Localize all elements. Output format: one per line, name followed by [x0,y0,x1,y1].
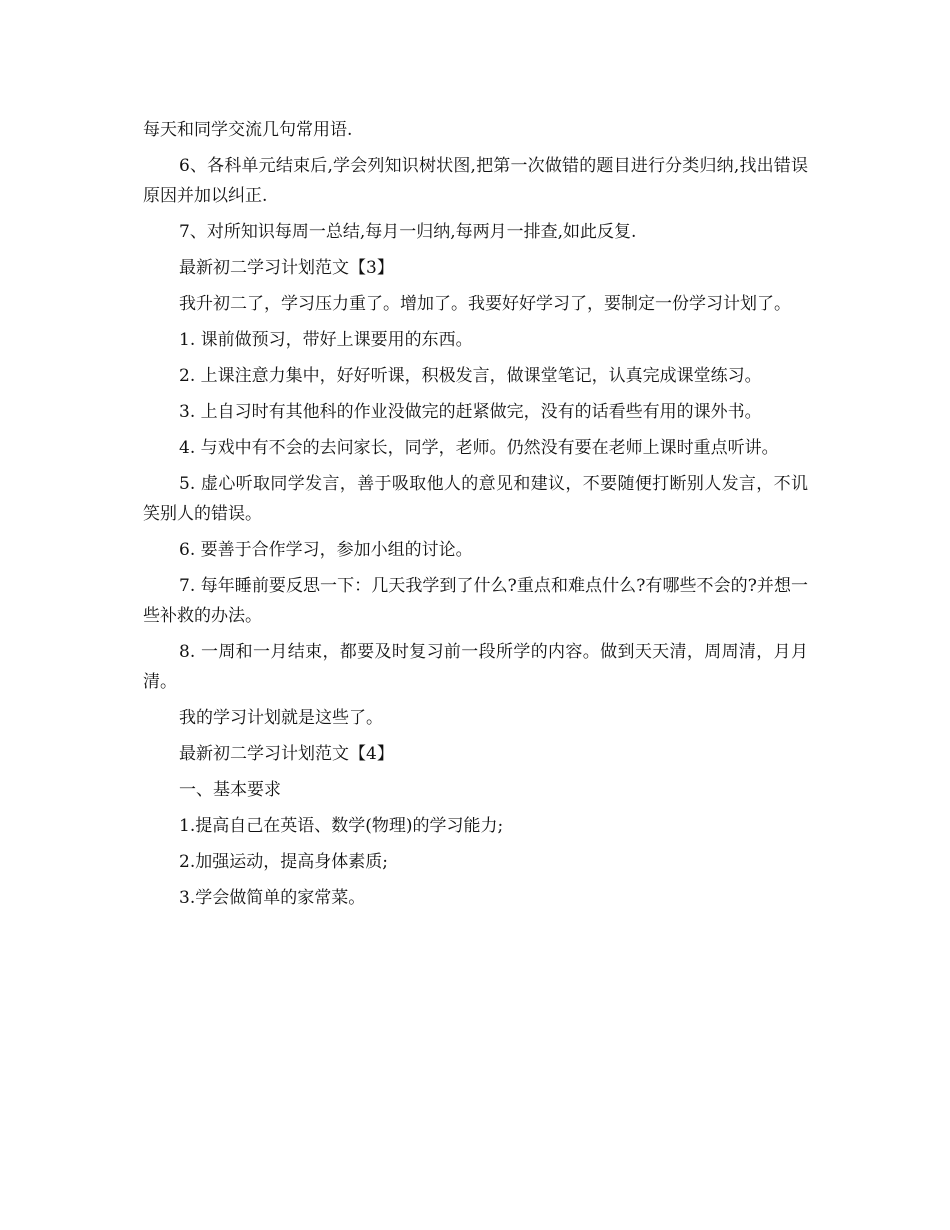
requirement-1: 1.提高自己在英语、数学(物理)的学习能力; [179,816,504,836]
document-body [143,115,808,919]
list-item-6: 6. 要善于合作学习，参加小组的讨论。 [179,540,473,560]
list-item-5: 5. 虚心听取同学发言，善于吸取他人的意见和建议，不要随便打断别人发言，不讥笑别人的错误。 [143,474,808,524]
list-item-2: 2. 上课注意力集中，好好听课，积极发言，做课堂笔记，认真完成课堂练习。 [179,366,762,386]
paragraph-5: 我升初二了，学习压力重了。增加了。我要好好学习了，要制定一份学习计划了。 [179,294,791,314]
section-heading-4: 最新初二学习计划范文【4】 [179,744,394,764]
subheading-basic-requirements: 一、基本要求 [179,780,281,800]
list-item-1: 1. 课前做预习，带好上课要用的东西。 [179,330,473,350]
list-item-7: 7. 每年睡前要反思一下：几天我学到了什么?重点和难点什么?有哪些不会的?并想一些补救的办法。 [143,576,808,626]
paragraph-1: 每天和同学交流几句常用语. [143,120,353,140]
requirement-2: 2.加强运动，提高身体素质; [179,852,388,872]
section-heading-3: 最新初二学习计划范文【3】 [179,258,394,278]
list-item-8: 8. 一周和一月结束，都要及时复习前一段所学的内容。做到天天清，周周清，月月清。 [143,642,808,692]
paragraph-3: 7、对所知识每周一总结,每月一归纳,每两月一排查,如此反复. [179,222,637,242]
requirement-3: 3.学会做简单的家常菜。 [179,888,366,908]
closing-sentence: 我的学习计划就是这些了。 [179,708,383,728]
paragraph-2: 6、各科单元结束后,学会列知识树状图,把第一次做错的题目进行分类归纳,找出错误原因并加以纠正. [143,156,808,206]
list-item-4: 4. 与戏中有不会的去问家长，同学，老师。仍然没有要在老师上课时重点听讲。 [179,438,779,458]
list-item-3: 3. 上自习时有其他科的作业没做完的赶紧做完，没有的话看些有用的课外书。 [179,402,762,422]
